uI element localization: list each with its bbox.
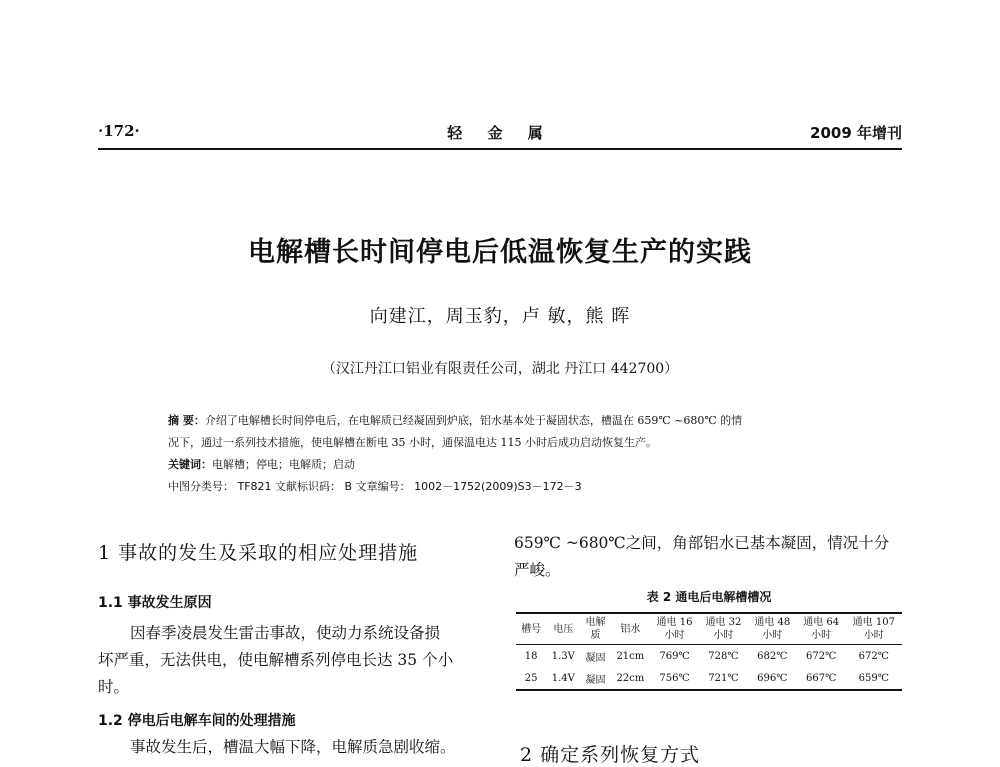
table-header-text: 小时 <box>811 630 832 641</box>
affiliation: （汉江丹江口铝业有限责任公司，湖北 丹江口 442700） <box>321 361 679 377</box>
table-cell: 22cm <box>616 672 645 684</box>
table-header-text: 电解 <box>585 617 606 628</box>
table-cell: 1.4V <box>551 672 575 684</box>
paragraph-line: 坏严重，无法供电，使电解槽系列停电长达 35 个小 <box>98 651 454 669</box>
table-cell: 凝固 <box>585 652 606 664</box>
table-row <box>516 667 902 690</box>
keywords-text: 电解槽；停电；电解质；启动 <box>212 458 355 471</box>
table-header-cell <box>516 613 546 645</box>
abstract-line-1 <box>168 410 832 432</box>
table-2-wrapper <box>516 612 902 691</box>
abstract-text-1: 介绍了电解槽长时间停电后，在电解质已经凝固到炉底，铝水基本处于凝固状态，槽温在 659℃ ~680℃ 的情 <box>204 414 743 427</box>
table-header-text: 电压 <box>553 623 574 635</box>
running-header <box>98 122 902 148</box>
section-1-1-paragraph <box>98 620 490 701</box>
table-cell: 769℃ <box>659 650 690 662</box>
table-header-text: 通电 64 <box>803 617 840 628</box>
section-2-heading: 2 确定系列恢复方式 <box>520 744 701 766</box>
table-header-text: 质 <box>590 630 601 641</box>
table-header-cell <box>797 613 846 645</box>
section-1-heading: 1 事故的发生及采取的相应处理措施 <box>98 542 419 564</box>
table-header-cell <box>580 613 610 645</box>
header-rule <box>98 148 902 150</box>
subsection-1-2-heading: 1.2 停电后电解车间的处理措施 <box>98 713 296 729</box>
table-cell: 721℃ <box>708 672 739 684</box>
table-header-cell <box>650 613 699 645</box>
table-cell: 659℃ <box>858 672 889 684</box>
table-cell: 728℃ <box>708 650 739 662</box>
table-cell: 21cm <box>616 650 645 662</box>
table-header-text: 通电 48 <box>754 617 791 628</box>
abstract-label: 摘 要： <box>168 414 205 427</box>
keywords-label: 关键词： <box>168 458 212 471</box>
table-cell: 696℃ <box>757 672 788 684</box>
section-1-2-paragraph-line: 事故发生后，槽温大幅下降，电解质急剧收缩。 <box>130 738 456 756</box>
table-header-text: 通电 32 <box>705 617 742 628</box>
paragraph-line: 时。 <box>98 678 130 696</box>
table-header-text: 槽号 <box>521 623 542 635</box>
table-cell: 25 <box>524 672 538 684</box>
table-row <box>516 645 902 668</box>
table-header-row <box>516 613 902 645</box>
table-2 <box>516 612 902 691</box>
table-header-cell <box>699 613 748 645</box>
table-header-text: 小时 <box>664 630 685 641</box>
classification-line: 中图分类号： TF821 文献标识码： B 文章编号： 1002－1752(2009)S3－172－3 <box>168 480 582 493</box>
paper-title: 电解槽长时间停电后低温恢复生产的实践 <box>248 237 752 268</box>
table-header-text: 通电 16 <box>656 617 693 628</box>
issue-label: 2009 年增刊 <box>810 124 902 142</box>
table-header-cell <box>748 613 797 645</box>
journal-name: 轻 金 属 <box>447 124 553 142</box>
abstract-text-2: 况下，通过一系列技术措施，使电解槽在断电 35 小时，通保温电达 115 小时后成功启动恢复生产。 <box>168 436 657 449</box>
table-cell: 18 <box>524 650 538 662</box>
table-header-text: 小时 <box>762 630 783 641</box>
table-body <box>516 645 902 691</box>
paragraph-line: 严峻。 <box>514 561 561 579</box>
table-header-text: 小时 <box>713 630 734 641</box>
author-list: 向建江，周玉豹，卢 敏，熊 晖 <box>369 306 631 327</box>
table-cell: 1.3V <box>551 650 575 662</box>
table-header-cell <box>611 613 650 645</box>
table-header-text: 通电 107 <box>852 617 895 628</box>
continued-paragraph <box>514 530 904 584</box>
table-cell: 凝固 <box>585 674 606 686</box>
table-header-cell <box>546 613 580 645</box>
paragraph-line: 659℃ ~680℃之间，角部铝水已基本凝固，情况十分 <box>514 534 890 552</box>
table-cell: 667℃ <box>806 672 837 684</box>
page-number: ·172· <box>98 122 140 140</box>
subsection-1-1-heading: 1.1 事故发生原因 <box>98 595 212 611</box>
table-cell: 672℃ <box>806 650 837 662</box>
keywords-line <box>168 454 832 476</box>
abstract-block <box>168 410 832 498</box>
paragraph-line: 因春季凌晨发生雷击事故，使动力系统设备损 <box>130 624 441 642</box>
table-header-cell <box>846 613 902 645</box>
table-cell: 756℃ <box>659 672 690 684</box>
table-2-title: 表 2 通电后电解槽槽况 <box>646 590 772 604</box>
table-cell: 672℃ <box>858 650 889 662</box>
table-header-text: 小时 <box>863 630 884 641</box>
table-cell: 682℃ <box>757 650 788 662</box>
table-header-text: 铝水 <box>620 623 641 635</box>
